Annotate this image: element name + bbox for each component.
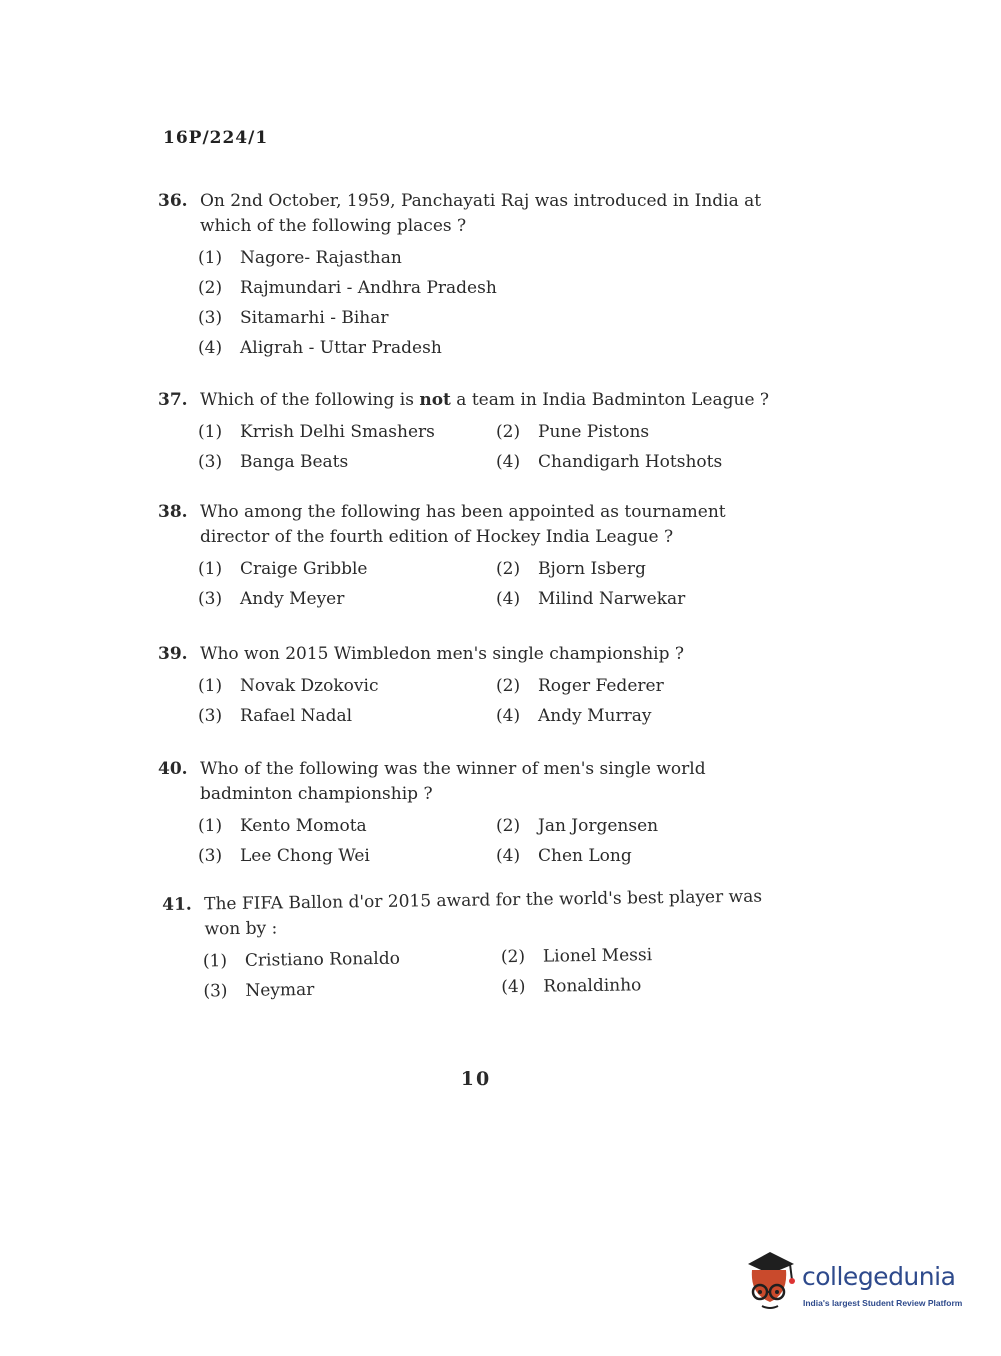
option-2: (2) Jan Jorgensen	[496, 816, 659, 836]
option-3: (3) Neymar	[203, 979, 315, 1002]
option-4: (4) Andy Murray	[496, 706, 652, 726]
option-1: (1) Nagore- Rajasthan	[198, 248, 402, 268]
option-3: (3) Lee Chong Wei	[198, 846, 370, 866]
question-number: 41.	[162, 894, 192, 915]
question-number: 40.	[158, 759, 188, 779]
option-2: (2) Pune Pistons	[496, 422, 650, 442]
question-40	[158, 757, 798, 871]
question-39	[158, 642, 798, 731]
options-grid	[198, 554, 798, 614]
question-text: The FIFA Ballon d'or 2015 award for the world's best player was won by :	[204, 886, 763, 940]
question-37	[158, 388, 798, 477]
options-grid	[198, 417, 798, 477]
question-number: 36.	[158, 191, 188, 211]
options-grid	[198, 811, 798, 871]
option-3: (3) Banga Beats	[198, 452, 349, 472]
question-text: Who among the following has been appointed as tournament director of the fourth edition of Hockey India League ?	[200, 502, 726, 547]
question-36	[158, 189, 798, 363]
options-list	[198, 243, 798, 363]
options-grid	[203, 938, 804, 1006]
question-text: Which of the following is not a team in India Badminton League ?	[200, 390, 770, 410]
question-text: On 2nd October, 1959, Panchayati Raj was introduced in India at which of the following places ?	[200, 191, 762, 236]
option-2: (2) Rajmundari - Andhra Pradesh	[198, 278, 497, 298]
mascot-icon	[740, 1250, 800, 1312]
question-number: 38.	[158, 502, 188, 522]
option-4: (4) Aligrah - Uttar Pradesh	[198, 338, 442, 358]
page-number: 10	[460, 1068, 492, 1090]
question-number: 39.	[158, 644, 188, 664]
option-4: (4) Milind Narwekar	[496, 589, 686, 609]
brand-name: collegedunia	[802, 1262, 956, 1291]
paper-code: 16P/224/1	[163, 128, 269, 148]
option-2: (2) Lionel Messi	[500, 945, 653, 968]
question-41	[162, 884, 804, 1007]
option-4: (4) Chen Long	[496, 846, 632, 866]
question-text: Who of the following was the winner of men's single world badminton championship ?	[200, 759, 706, 804]
option-1: (1) Craige Gribble	[198, 559, 368, 579]
option-3: (3) Andy Meyer	[198, 589, 345, 609]
question-38	[158, 500, 798, 614]
question-number: 37.	[158, 390, 188, 410]
option-2: (2) Roger Federer	[496, 676, 664, 696]
option-3: (3) Rafael Nadal	[198, 706, 353, 726]
option-4: (4) Chandigarh Hotshots	[496, 452, 723, 472]
question-text: Who won 2015 Wimbledon men's single championship ?	[200, 644, 685, 664]
option-1: (1) Krrish Delhi Smashers	[198, 422, 435, 442]
option-1: (1) Cristiano Ronaldo	[202, 948, 401, 972]
option-2: (2) Bjorn Isberg	[496, 559, 646, 579]
option-1: (1) Kento Momota	[198, 816, 367, 836]
collegedunia-logo[interactable]	[740, 1248, 980, 1318]
brand-tagline: India's largest Student Review Platform	[803, 1298, 963, 1308]
option-3: (3) Sitamarhi - Bihar	[198, 308, 389, 328]
option-1: (1) Novak Dzokovic	[198, 676, 379, 696]
option-4: (4) Ronaldinho	[501, 975, 642, 998]
options-grid	[198, 671, 798, 731]
